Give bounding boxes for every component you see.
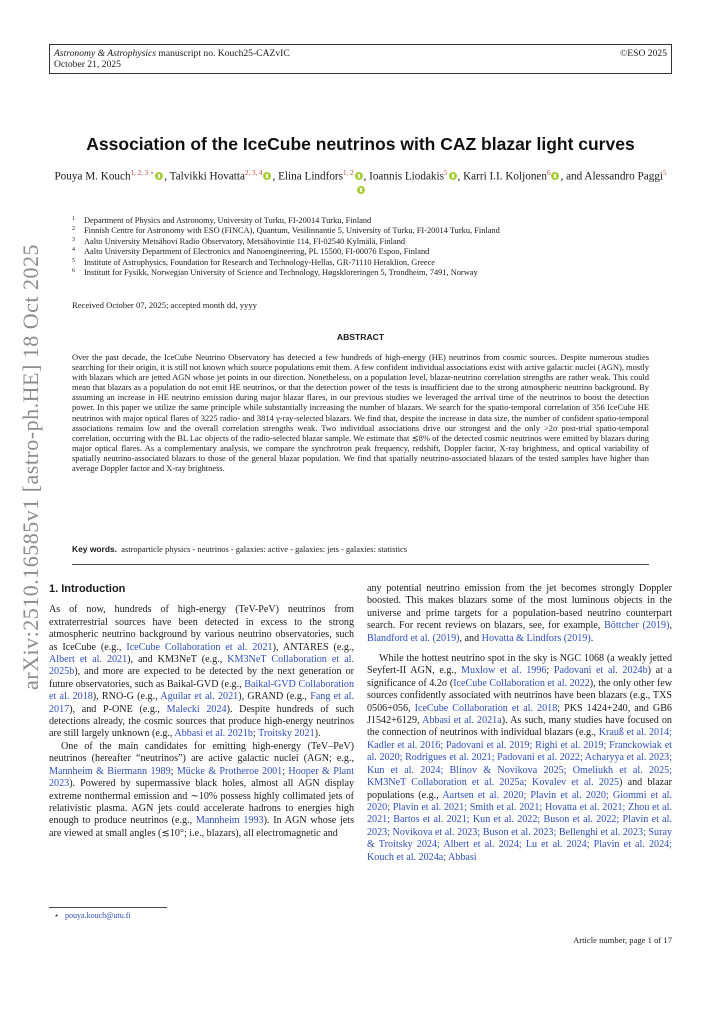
- author-affiliation-marks: 5: [663, 169, 667, 177]
- affiliation-text: Department of Physics and Astronomy, University of Turku, FI-20014 Turku, Finland: [84, 216, 372, 225]
- orcid-icon[interactable]: [449, 172, 457, 180]
- author-email-link[interactable]: pouya.kouch@utu.fi: [65, 911, 131, 920]
- citation-link[interactable]: Mannheim & Biermann 1989: [49, 765, 171, 777]
- footnote-divider: [49, 907, 167, 908]
- affiliation-number: 4: [72, 247, 75, 254]
- citation-link[interactable]: KM3NeT Collaboration et al. 2025b: [49, 654, 354, 678]
- affiliation-text: Aalto University Department of Electronics and Nanoengineering, PL 15500, FI-00076 Espoo, Finland: [84, 247, 430, 257]
- journal-name: Astronomy & Astrophysics: [54, 48, 156, 59]
- citation-link[interactable]: Aartsen et al. 2020; Plavin et al. 2020; Giommi et al. 2020; Plavin et al. 2021; Smith et al. 2021; Hovatta et al. 2021; Zhou et al. 2021; Bartos et al. 2021; Kun et al. 2022; Buson et al. 2022; Plavin et al. 2023; Novikova et al. 2023; Buson et al. 2023; Bellenghi et al. 2023; Suray & Troitsky 2024; Albert et al. 2024; Lu et al. 2024; Plavin et al. 2024; Kouch et al. 2024a; Abbasi: [367, 789, 672, 863]
- left-column: [49, 583, 354, 840]
- page-number: Article number, page 1 of 17: [573, 935, 672, 945]
- author-affiliation-marks: 2, 3, 4: [244, 169, 263, 177]
- citation-link[interactable]: Troitsky 2021: [258, 728, 315, 740]
- author-name: Karri I.I. Koljonen: [463, 170, 547, 183]
- affiliation-number: 3: [72, 236, 75, 243]
- affiliation-number: 5: [72, 257, 75, 264]
- citation-link[interactable]: Aguilar et al. 2021: [160, 691, 239, 703]
- citation-link[interactable]: Abbasi et al. 2021a: [422, 715, 502, 727]
- affiliation-item: [72, 258, 672, 268]
- orcid-icon[interactable]: [263, 172, 271, 180]
- citation-link[interactable]: Abbasi et al. 2021b: [174, 728, 253, 740]
- author-affiliation-marks: 1, 2: [343, 169, 354, 177]
- paper-title: Association of the IceCube neutrinos with CAZ blazar light curves: [86, 134, 635, 154]
- citation-link[interactable]: Blandford et al. (2019): [367, 632, 460, 644]
- author-name: Elina Lindfors: [278, 170, 344, 183]
- intro-paragraph-4: While the hottest neutrino spot in the sky is NGC 1068 (a weakly jetted Seyfert-II AGN, e.g., Muxlow et al. 1996; Padovani et al. 2024b) at a significance of 4.2σ (IceCube Collaboration et al. 2022), the only other few sources confidently associated with neutrinos have been blazars (e.g., TXS 0506+056, IceCube Collaboration et al. 2018; PKS 1424+240, and GB6 J1542+6129, Abbasi et al. 2021a). As such, many studies have focused on the connection of neutrinos with individual blazars (e.g., Krauß et al. 2014; Kadler et al. 2016; Padovani et al. 2019; Righi et al. 2019; Franckowiak et al. 2020; Rodrigues et al. 2021; Padovani et al. 2022; Acharyya et al. 2023; Kun et al. 2024; Blinov & Novikova 2025; Omeliukh et al. 2025; KM3NeT Collaboration et al. 2025a; Kovalev et al. 2025) and blazar populations (e.g., Aartsen et al. 2020; Plavin et al. 2020; Giommi et al. 2020; Plavin et al. 2021; Smith et al. 2021; Hovatta et al. 2021; Zhou et al. 2021; Bartos et al. 2021; Kun et al. 2022; Buson et al. 2022; Plavin et al. 2023; Novikova et al. 2023; Buson et al. 2023; Bellenghi et al. 2023; Suray & Troitsky 2024; Albert et al. 2024; Lu et al. 2024; Plavin et al. 2024; Kouch et al. 2024a; Abbasi: [367, 653, 673, 863]
- arxiv-stamp[interactable]: arXiv:2510.16585v1 [astro-ph.HE] 18 Oct 2025: [18, 243, 43, 690]
- section-heading-introduction: 1. Introduction: [49, 583, 126, 595]
- orcid-icon[interactable]: [155, 172, 163, 180]
- keywords: [72, 544, 649, 554]
- affiliation-text: Finnish Centre for Astronomy with ESO (FINCA), Quantum, Vesilinnantie 5, University of Turku, FI-20014 Turku, Finland: [84, 226, 500, 236]
- citation-link[interactable]: IceCube Collaboration et al. 2021: [126, 641, 273, 653]
- citation-link[interactable]: Böttcher (2019): [604, 620, 670, 632]
- author-affiliation-marks: 5: [444, 169, 448, 177]
- author-name: Alessandro Paggi: [584, 170, 664, 183]
- intro-paragraph-3: any potential neutrino emission from the jet becomes strongly Doppler boosted. This makes blazars some of the most luminous objects in the universe and prime targets for a population-based neutrino counterpart search. For recent reviews on blazars, see, for example, Böttcher (2019), Blandford et al. (2019), and Hovatta & Lindfors (2019).: [367, 583, 672, 644]
- citation-link[interactable]: Fang et al. 2017: [49, 691, 354, 715]
- affiliation-number: 1: [72, 216, 75, 222]
- affiliation-item: [72, 237, 672, 247]
- intro-paragraph-2: One of the main candidates for emitting high-energy (TeV–PeV) neutrinos (hereafter “neutrinos”) are active galactic nuclei (AGN; e.g., Mannheim & Biermann 1989; Mücke & Protheroe 2001; Hooper & Plant 2023). Powered by supermassive black holes, almost all AGN display extreme nonthermal emission and ∼10% possess highly collimated jets of relativistic plasma. AGN jets could accelerate hadrons to energies high enough to produce neutrinos (e.g., Mannheim 1993). In AGN whose jets are viewed at small angles (≲10°; i.e., blazars), all electromagnetic and: [49, 740, 355, 839]
- citation-link[interactable]: Malecki 2024: [166, 703, 227, 715]
- author-affiliation-marks: 1, 2, 3 ⋆: [130, 169, 155, 177]
- intro-paragraph-1: As of now, hundreds of high-energy (TeV-PeV) neutrinos from extraterrestrial sources have been detected in excess to the strong atmospheric neutrino background by various neutrino observatories, such as IceCube (e.g., IceCube Collaboration et al. 2021), ANTARES (e.g., Albert et al. 2021), and KM3NeT (e.g., KM3NeT Collaboration et al. 2025b), and more are expected to be detected by the next generation or future observatories, such as Baikal-GVD (e.g., Baikal-GVD Collaboration et al. 2018), RNO-G (e.g., Aguilar et al. 2021), GRAND (e.g., Fang et al. 2017), and P-ONE (e.g., Malecki 2024). Despite hundreds of such detections already, the cosmic sources that produce high-energy neutrinos are still largely unknown (e.g., Abbasi et al. 2021b; Troitsky 2021).: [49, 604, 354, 740]
- orcid-icon[interactable]: [355, 172, 363, 180]
- affiliation-text: Institutt for Fysikk, Norwegian University of Science and Technology, Høgskloreringen 5, Trondheim, 7491, Norway: [84, 268, 478, 278]
- header-date: October 21, 2025: [54, 59, 121, 70]
- citation-link[interactable]: Mannheim 1993: [195, 815, 264, 827]
- affiliation-item: [72, 226, 672, 236]
- abstract-text: Over the past decade, the IceCube Neutrino Observatory has detected a few hundreds of high-energy (HE) neutrinos from cosmic sources. Despite numerous studies searching for their origin, it is still not known which source populations emit them. A few confident individual associations exist with active galactic nuclei (AGN), mostly with blazars which are jetted AGN whose jet points in our direction. Nonetheless, on a population level, blazar-neutrino correlation strengths are rather weak. This could mean that blazars as a population do not emit HE neutrinos, or that the detection power of the tests is insufficient due to the strong atmospheric neutrino background. By assuming an increase in HE neutrino emission during major blazar flares, in our previous studies we leveraged the arrival time of the neutrinos to boost the detection power. In this paper we utilize the same principle while substantially increasing the number of blazars. We search for the spatio-temporal correlation of 356 IceCube HE neutrinos with major optical flares of 3225 radio- and 3814 γ-ray-selected blazars. We find that, despite the increase in data size, the number of confident spatio-temporal associations remains low and the overall correlation strengths weak. Two individual associations drive our strongest and the only >2σ post-trial spatio-temporal correlation, occurring with the BL Lac objects of the radio-selected blazar sample. We estimate that ≲8% of the detected cosmic neutrinos were emitted by blazars during major optical flares. As a complementary analysis, we compare the synchrotron peak frequency, redshift, Doppler factor, X-ray brightness, and optical variability of spatially neutrino-associated blazars to those of the general blazar population. We find that spatially neutrino-associated blazars of the tested samples have higher than average Doppler factor and X-ray brightness.: [72, 352, 649, 474]
- right-column: [367, 583, 672, 864]
- received-date: Received October 07, 2025; accepted month dd, yyyy: [72, 300, 257, 310]
- affiliation-number: 6: [72, 268, 75, 275]
- author-list: Pouya M. Kouch$^{1, 2, 3 ⋆}$ , Talvikki Hovatta$^{2, 3, 4}$ , Elina Lindfors$^{1, 2}$ , Ioannis Liodakis$^5$ , Karri I.I. Koljonen$^6$ , and Alessandro Paggi$^5$: [52, 166, 669, 198]
- author-name: Ioannis Liodakis: [369, 170, 444, 183]
- keywords-label: Key words.: [72, 544, 118, 554]
- citation-link[interactable]: Krauß et al. 2014; Kadler et al. 2016; Padovani et al. 2019; Righi et al. 2019; Franckowiak et al. 2020; Rodrigues et al. 2021; Padovani et al. 2022; Acharyya et al. 2023; Kun et al. 2024; Blinov & Novikova 2025; Omeliukh et al. 2025; KM3NeT Collaboration et al. 2025a; Kovalev et al. 2025: [367, 727, 672, 789]
- citation-link[interactable]: IceCube Collaboration et al. 2022: [453, 677, 590, 689]
- citation-link[interactable]: Mücke & Protheroe 2001: [176, 765, 283, 777]
- citation-link[interactable]: Muxlow et al. 1996: [461, 665, 547, 677]
- abstract-divider: [72, 564, 649, 565]
- header-copyright: ©ESO 2025: [620, 48, 667, 59]
- keywords-text: astroparticle physics - neutrinos - galaxies: active - galaxies: jets - galaxies: statistics: [121, 544, 408, 554]
- footnote: [54, 911, 131, 920]
- affiliation-item: [72, 247, 672, 257]
- affiliation-text: Institute of Astrophysics, Foundation for Research and Technology-Hellas, GR-71110 Heraklion, Greece: [84, 257, 435, 267]
- abstract-heading: ABSTRACT: [336, 332, 385, 342]
- citation-link[interactable]: Hovatta & Lindfors (2019): [481, 632, 591, 644]
- header-journal-line: [54, 48, 667, 59]
- citation-link[interactable]: Padovani et al. 2024b: [553, 665, 648, 677]
- affiliation-item: [72, 268, 672, 278]
- manuscript-header: [49, 44, 672, 74]
- manuscript-number: manuscript no. Kouch25-CAZvIC: [155, 48, 290, 59]
- citation-link[interactable]: Albert et al. 2021: [49, 654, 128, 666]
- affiliation-text: Aalto University Metsähovi Radio Observatory, Metsähovintie 114, FI-02540 Kylmälä, Finland: [84, 236, 406, 246]
- author-name: Talvikki Hovatta: [169, 170, 245, 183]
- author-affiliation-marks: 6: [546, 169, 551, 177]
- citation-link[interactable]: Hooper & Plant 2023: [49, 765, 355, 790]
- orcid-icon[interactable]: [551, 172, 559, 180]
- affiliation-number: 2: [72, 226, 75, 233]
- citation-link[interactable]: Baikal-GVD Collaboration et al. 2018: [49, 678, 354, 703]
- citation-link[interactable]: IceCube Collaboration et al. 2018: [414, 702, 558, 714]
- author-name: Pouya M. Kouch: [54, 170, 131, 183]
- affiliation-item: [72, 216, 672, 226]
- footnote-marker: ⋆: [54, 911, 60, 920]
- orcid-icon[interactable]: [357, 186, 365, 194]
- affiliation-list: [72, 216, 672, 278]
